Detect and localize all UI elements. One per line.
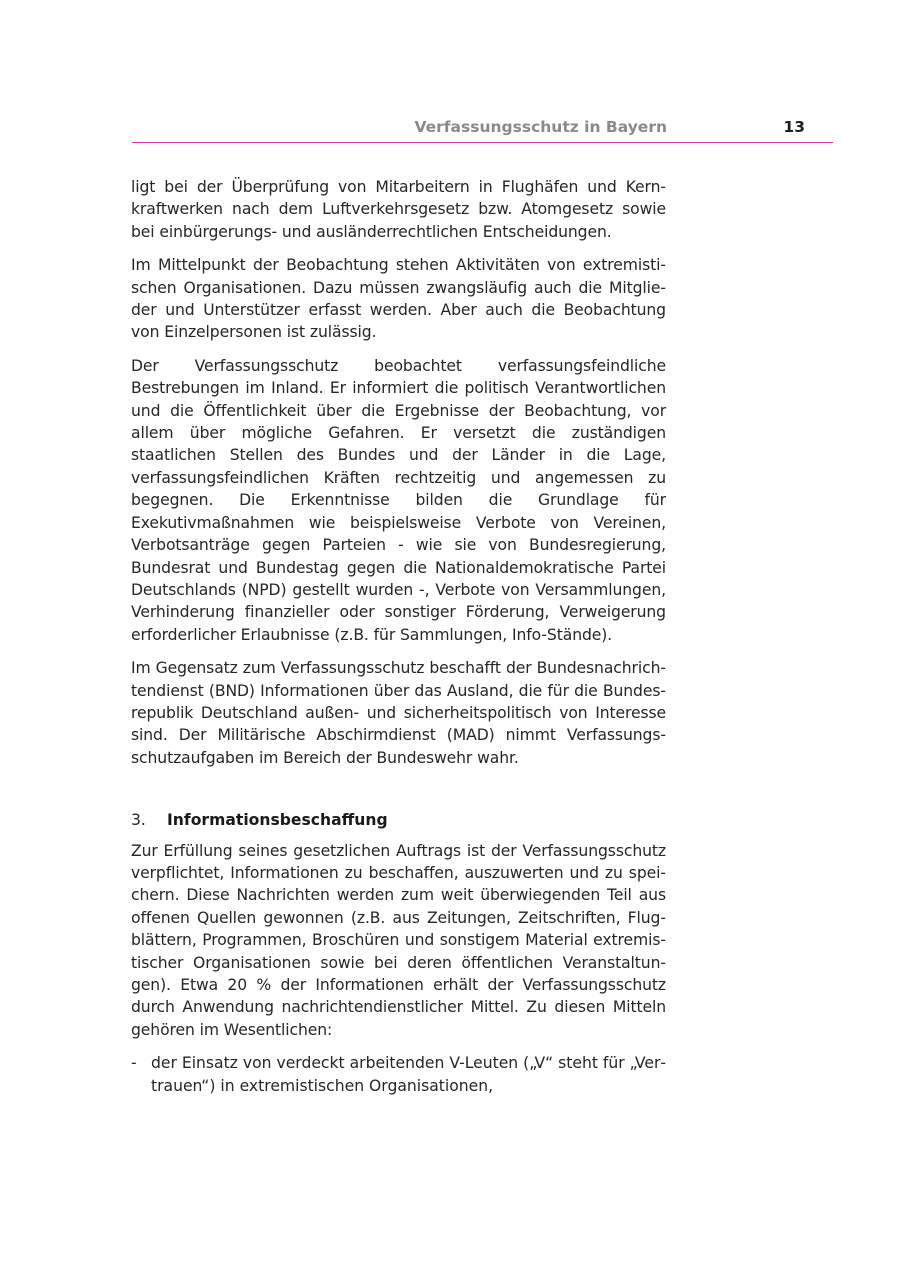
paragraph-4: Im Gegensatz zum Verfassungsschutz beschafft der Bundesnachrichtendienst (BND) Informationen über das Ausland, die für die Bundesrepublik Deutschland außen- und sicherheitspolitisch von Interesse sind. Der Militärische Abschirmdienst (MAD) nimmt Verfassungsschutzaufgaben im Bereich der Bundeswehr wahr.: [131, 659, 666, 767]
paragraph-1: ligt bei der Überprüfung von Mitarbeitern in Flughäfen und Kernkraftwerken nach dem Luftverkehrsgesetz bzw. Atomgesetz sowie bei einbürgerungs- und ausländerrechtlichen Entscheidungen.: [131, 178, 666, 241]
list-dash: -: [131, 1054, 137, 1073]
list-item-text: der Einsatz von verdeckt arbeitenden V-Leuten („V“ steht für „Vertrauen“) in extremistischen Organisationen,: [151, 1054, 666, 1095]
section-number: 3.: [131, 811, 146, 830]
page-number: 13: [783, 118, 805, 136]
means-list: [131, 1052, 666, 1097]
header-title: Verfassungsschutz in Bayern: [414, 118, 667, 136]
list-item: [131, 1052, 666, 1097]
paragraph-2: Im Mittelpunkt der Beobachtung stehen Aktivitäten von extremistischen Organisationen. Dazu müssen zwangsläufig auch die Mitglieder und Unterstützer erfasst werden. Aber auch die Beobachtung von Einzelpersonen ist zulässig.: [131, 256, 666, 342]
running-header: [132, 116, 833, 143]
page-body: [131, 176, 666, 1097]
section-title: Informationsbeschaffung: [167, 811, 388, 830]
section-heading: [131, 809, 666, 831]
paragraph-3: Der Verfassungsschutz beobachtet verfassungsfeindliche Bestrebungen im Inland. Er informiert die politisch Verantwortlichen und die Öffentlichkeit über die Ergebnisse der Beobachtung, vor allem über mögliche Gefahren. Er versetzt die zuständigen staatlichen Stellen des Bundes und der Länder in die Lage, verfassungsfeindlichen Kräften rechtzeitig und angemessen zu begegnen. Die Erkenntnisse bilden die Grundlage für Exekutivmaßnahmen wie beispielsweise Verbote von Vereinen, Verbotsanträge gegen Parteien - wie sie von Bundesregierung, Bundesrat und Bundestag gegen die Nationaldemokratische Partei Deutschlands (NPD) gestellt wurden -, Verbote von Versammlungen, Verhinderung finanzieller oder sonstiger Förderung, Verweigerung erforderlicher Erlaubnisse (z.B. für Sammlungen, Info-Stände).: [131, 356, 666, 644]
section-paragraph: Zur Erfüllung seines gesetzlichen Auftrags ist der Verfassungsschutz verpflichtet, Informationen zu beschaffen, auszuwerten und zu speichern. Diese Nachrichten werden zum weit überwiegenden Teil aus offenen Quellen gewonnen (z.B. aus Zeitungen, Zeitschriften, Flugblättern, Programmen, Broschüren und sonstigem Material extremistischer Organisationen sowie bei deren öffentlichen Veranstaltungen). Etwa 20 % der Informationen erhält der Verfassungsschutz durch Anwendung nachrichtendienstlicher Mittel. Zu diesen Mitteln gehören im Wesentlichen:: [131, 841, 666, 1039]
